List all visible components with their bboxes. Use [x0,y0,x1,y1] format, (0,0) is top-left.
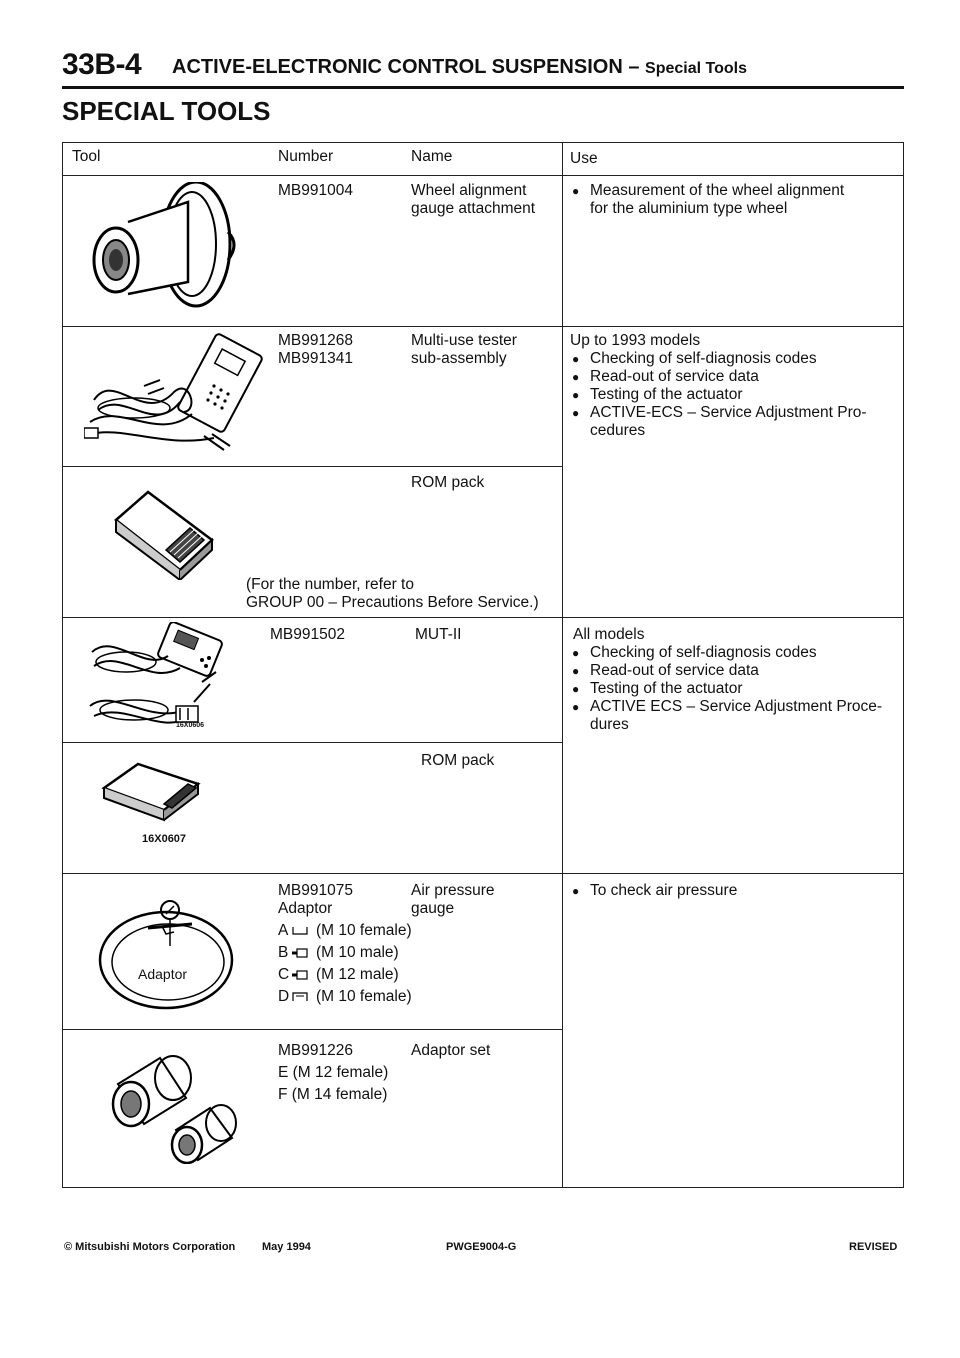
row-divider [62,873,904,874]
tool-name: gauge [411,900,455,917]
male-fitting-icon [292,970,308,980]
adaptor-spec: (M 12 male) [316,966,399,983]
use-item: for the aluminium type wheel [590,200,788,217]
tool-note: (For the number, refer to [246,576,414,593]
female-fitting-icon [292,926,308,936]
table-border-bottom [62,1187,904,1188]
chapter-subtitle: Special Tools [645,60,747,77]
use-item: ● Read-out of service data [590,368,759,386]
use-item: ● ACTIVE ECS – Service Adjustment Proce- [590,698,882,716]
use-item: ● Measurement of the wheel alignment [590,182,844,200]
footer-copyright: © Mitsubishi Motors Corporation [64,1241,236,1253]
adaptor-letter: C [278,966,290,983]
footer-status: REVISED [849,1241,898,1253]
page-code: 33B-4 [62,48,142,81]
footer-date: May 1994 [262,1241,311,1253]
tool-number: Adaptor [278,900,333,917]
table-column-divider [562,142,563,1188]
title-dash: – [628,56,640,78]
adaptor-letter: D [278,988,290,1005]
adaptor-letter: A [278,922,289,939]
tool-name: Wheel alignment [411,182,527,199]
use-item: ● Testing of the actuator [590,680,743,698]
row-divider [62,326,904,327]
tool-note: GROUP 00 – Precautions Before Service.) [246,594,539,611]
adaptor-set-item: F (M 14 female) [278,1086,388,1103]
chapter-title-text: ACTIVE-ELECTRONIC CONTROL SUSPENSION [172,56,623,78]
tool-number: MB991502 [270,626,345,643]
use-item: cedures [590,422,646,439]
section-title: SPECIAL TOOLS [62,96,271,126]
image-label: Adaptor [138,966,188,982]
female-fitting-icon [292,992,308,1002]
table-header-divider [62,175,904,176]
tool-number: MB991075 [278,882,353,899]
adaptor-spec: (M 10 male) [316,944,399,961]
image-code: 16X0607 [142,833,187,845]
male-fitting-icon [292,948,308,958]
table-border-right [903,142,904,1188]
footer-doc-code: PWGE9004-G [446,1241,517,1253]
tool-number: MB991004 [278,182,353,199]
row-divider [62,742,562,743]
mut-ii-illustration [84,622,234,734]
chapter-title [172,56,747,79]
use-item: ● Testing of the actuator [590,386,743,404]
use-heading: All models [573,626,645,643]
row-divider [62,1029,562,1030]
use-heading: Up to 1993 models [570,332,701,349]
tool-name: ROM pack [411,474,485,491]
tool-name: sub-assembly [411,350,507,367]
row-divider [62,466,562,467]
tool-number: MB991226 [278,1042,353,1059]
wheel-alignment-attachment-illustration [88,182,248,312]
tool-name: Air pressure [411,882,495,899]
adaptor-set-item: E (M 12 female) [278,1064,389,1081]
adaptor-letter: B [278,944,289,961]
air-pressure-gauge-illustration [92,888,242,1014]
column-header-tool: Tool [72,148,101,165]
column-header-name: Name [411,148,453,165]
column-header-use: Use [570,150,598,167]
use-item: ● To check air pressure [590,882,737,900]
table-border-top [62,142,904,143]
tool-number: MB991341 [278,350,353,367]
row-divider [62,617,904,618]
use-item: dures [590,716,629,733]
adaptor-spec: (M 10 female) [316,922,412,939]
rom-pack-illustration [98,758,208,828]
use-item: ● Checking of self-diagnosis codes [590,350,817,368]
tool-name: MUT-II [415,626,462,643]
header-rule [62,86,904,89]
multi-use-tester-illustration [84,330,264,460]
tool-name: ROM pack [421,752,495,769]
use-item: ● ACTIVE-ECS – Service Adjustment Pro- [590,404,867,422]
tool-number: MB991268 [278,332,353,349]
tool-name: Multi-use tester [411,332,517,349]
table-border-left [62,142,63,1188]
column-header-number: Number [278,148,334,165]
use-item: ● Checking of self-diagnosis codes [590,644,817,662]
rom-pack-illustration [108,488,218,580]
tool-name: Adaptor set [411,1042,491,1059]
adaptor-spec: (M 10 female) [316,988,412,1005]
image-code: 16X0606 [176,722,205,729]
adaptor-set-illustration [100,1046,240,1164]
tool-name: gauge attachment [411,200,536,217]
use-item: ● Read-out of service data [590,662,759,680]
